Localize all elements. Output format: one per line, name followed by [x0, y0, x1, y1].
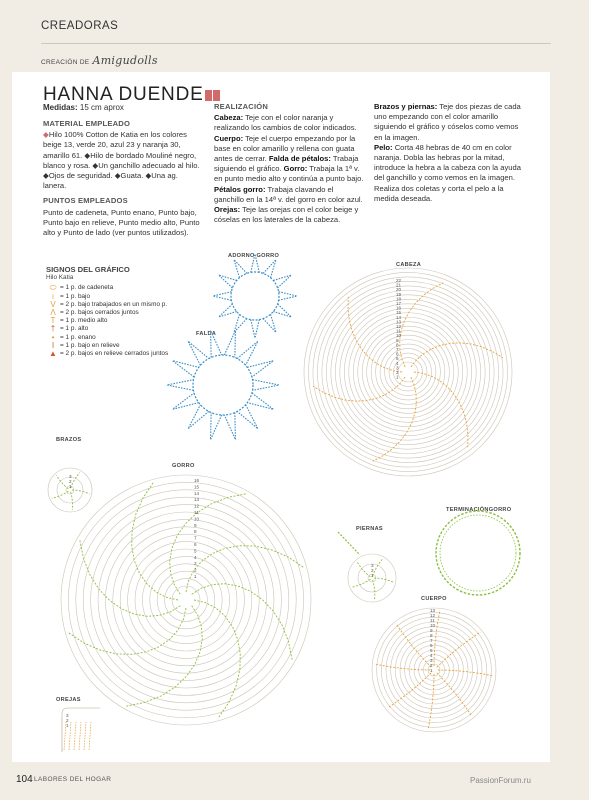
cabeza-round-number: 17 [396, 301, 402, 306]
cuerpo-round-number: 13 [430, 608, 436, 613]
adorno-gorro-petal [251, 254, 260, 272]
cuerpo-round-number: 8 [430, 633, 433, 638]
subsection-prefix: CREACIÓN DE [41, 59, 90, 66]
brazos-diagram-label: BRAZOS [56, 437, 82, 443]
cabeza-round-number: 21 [396, 282, 402, 288]
cabeza-ring [344, 305, 471, 435]
cabeza-ring [331, 295, 485, 449]
cabeza-round-number: 20 [396, 287, 402, 293]
cuerpo-spoke [428, 674, 434, 730]
stitch-symbol-icon: † [50, 324, 56, 334]
cabeza-ring [367, 328, 450, 414]
pattern-title: HANNA DUENDE [43, 84, 204, 105]
falda-petal [224, 413, 235, 440]
cabeza-ring [313, 277, 503, 467]
cabeza-round-number: 22 [396, 278, 402, 283]
gorro-ring [68, 482, 303, 717]
orejas-stitch [79, 722, 81, 750]
falda-text: Trabaja siguiendo el gráfico. [214, 154, 359, 174]
cuerpo-round-number: 5 [430, 648, 433, 653]
stitch-symbol-icon: • [51, 332, 55, 342]
gorro-ring [157, 571, 215, 629]
instructions-heading: REALIZACIÓN [214, 102, 269, 111]
cabeza-ring [322, 286, 494, 458]
orejas-stitch [69, 722, 71, 750]
cabeza-round-number: 10 [396, 333, 402, 339]
terminacion-ring [436, 511, 520, 595]
brazos-spoke [72, 490, 90, 494]
cuerpo-round-number: 7 [430, 638, 433, 643]
cabeza-round-number: 9 [396, 337, 399, 343]
stitch-symbol-icon: V [50, 299, 56, 309]
cabeza-ring [358, 322, 459, 423]
materials-text: Hilo 100% Cotton de Katia en los colores beige 13, verde 20, azul 23 y naranja 30, amarillo 61. ◆Hilo de bordado Mouliné negro, blanco y rosa. ◆Un ganchillo adecuado al hilo. ◆Ojos de seguridad. ◆Guata. ◆Una ag. lanera. [43, 130, 200, 191]
brazos-piernas-label: Brazos y piernas: [374, 102, 438, 111]
gorro-spoke [68, 608, 186, 654]
piernas-round-number: 2 [371, 568, 374, 573]
gorro-ring [150, 564, 222, 636]
cabeza-round-number: 16 [396, 305, 402, 311]
cabeza-round-number: 12 [396, 324, 402, 329]
stitch-symbol-icon: T [50, 316, 56, 326]
gorro-round-number: 9 [194, 522, 197, 528]
orejas-round-number: 3 [66, 713, 69, 718]
gorro-ring [165, 579, 208, 622]
gorro-spoke [194, 600, 240, 718]
gorro-diagram-label: GORRO [172, 463, 195, 469]
cuerpo-round-number: 2 [430, 663, 433, 668]
piernas-spoke [357, 562, 370, 577]
watermark: PassionForum.ru [470, 776, 531, 785]
cuerpo-ring [381, 617, 486, 722]
cabeza-round-number: 4 [396, 360, 399, 366]
cabeza-round-number: 18 [396, 296, 402, 302]
gorro-round-number: 5 [194, 548, 197, 554]
cuerpo-round-number: 4 [430, 653, 433, 658]
cabeza-ring [385, 349, 432, 396]
falda-petal [211, 413, 222, 440]
cuerpo-ring [414, 650, 454, 690]
adorno-gorro-petal [263, 260, 276, 278]
legend-heading: SIGNOS DEL GRÁFICO [46, 265, 130, 274]
falda-petal [224, 330, 235, 357]
piernas-spoke [373, 580, 375, 600]
legend-item-label: = 2 p. bajos en relieve cerrados juntos [60, 350, 169, 358]
piernas-diagram-label: PIERNAS [356, 526, 383, 532]
terminacion-gorro-label: TERMINACIÓNGORRO [446, 507, 512, 513]
legend-item-label: = 1 p. de cadeneta [60, 284, 114, 292]
falda-petal [237, 341, 258, 365]
cuerpo-label: Cuerpo: [214, 133, 244, 143]
stitches-text: Punto de cadeneta, Punto enano, Punto bajo, Punto bajo en relieve, Punto medio alto, Punto alto y Punto de lado (ver puntos utilizados). [43, 207, 200, 238]
falda-petal [188, 405, 209, 429]
gorro-spoke [186, 546, 304, 592]
falda-petal [167, 380, 193, 391]
gorro-spoke [132, 482, 178, 600]
orejas-stitch [89, 722, 91, 750]
adorno-gorro-petal [251, 320, 260, 338]
gorro-round-number: 16 [194, 478, 200, 483]
cuerpo-spoke [374, 664, 430, 670]
cuerpo-round-number: 6 [430, 643, 433, 648]
adorno-gorro-petal [234, 260, 247, 278]
gorro-round-number: 11 [194, 510, 199, 515]
gorro-round-number: 8 [194, 529, 197, 535]
adorno-gorro-petal [263, 314, 276, 332]
gorro-ring [61, 475, 311, 725]
gorro-ring [142, 556, 229, 643]
petalos-label: Pétalos gorro: [214, 184, 266, 194]
cabeza-label: Cabeza: [214, 113, 244, 123]
adorno-gorro-base [231, 272, 279, 320]
cuerpo-ring [386, 622, 482, 718]
cabeza-round-number: 13 [396, 319, 402, 325]
gorro-ring [135, 549, 237, 651]
cabeza-round-number: 11 [396, 328, 401, 334]
adorno-gorro-label: ADORNO GORRO [228, 253, 280, 259]
pelo-text: Corta 48 hebras de 40 cm en color naranja. Dobla las hebras por la mitad, introduce la hebra a la cabeza con la ayuda del ganchillo y como vemos en la imagen. Realiza dos coletas y corta el pelo a la medida deseada. [374, 142, 521, 203]
page-number: 104 [16, 774, 33, 785]
cuerpo-text: Teje el cuerpo empezando por la base en color amarillo y rellena con guata antes de cerrar. [214, 133, 356, 164]
piernas-stem [338, 532, 360, 555]
piernas-round-number: 1 [371, 573, 374, 578]
cabeza-round-number: 6 [396, 351, 399, 357]
piernas-spoke [374, 578, 394, 582]
legend-item-label: = 1 p. enano [60, 333, 96, 341]
falda-petal [188, 341, 209, 365]
falda-base [193, 355, 253, 415]
gorro-ring [105, 519, 266, 680]
stitches-heading: PUNTOS EMPLEADOS [43, 196, 128, 206]
publication-name: LABORES DEL HOGAR [34, 776, 112, 783]
cabeza-ring [326, 290, 489, 453]
cabeza-ring [371, 335, 445, 409]
subsection-script: Amigudolls [92, 54, 158, 67]
adorno-gorro-petal [234, 314, 247, 332]
falda-petal [247, 361, 273, 377]
gorro-round-number: 10 [194, 516, 200, 522]
bullet-icon: ◆ [43, 130, 49, 140]
falda-label: Falda de pétalos: [268, 154, 331, 164]
stitch-symbol-icon: ⬭ [49, 283, 57, 293]
orejas-stitch [84, 722, 86, 750]
legend-item-label: = 2 p. bajos cerrados juntos [60, 309, 139, 317]
stitch-symbol-icon: ı [51, 291, 55, 301]
piernas-round-number: 3 [371, 563, 374, 568]
cabeza-ring [380, 344, 436, 400]
gorro-text: Trabaja la 1ª v. en punto medio alto y continúa a punto bajo. [214, 164, 364, 184]
legend-subheading: Hilo Katia [46, 274, 74, 282]
adorno-gorro-petal [279, 292, 297, 301]
cabeza-round-number: 7 [396, 347, 399, 352]
orejas-round-number: 2 [66, 718, 69, 723]
brazos-round-number: 1 [69, 484, 72, 489]
cabeza-round-number: 3 [396, 365, 399, 371]
gorro-round-number: 12 [194, 503, 200, 509]
cabeza-diagram-label: CABEZA [396, 262, 422, 268]
cabeza-ring [376, 337, 441, 405]
gorro-ring [83, 497, 289, 703]
cuerpo-ring [395, 631, 472, 708]
falda-petal [253, 380, 279, 391]
cabeza-ring [308, 272, 507, 471]
cuerpo-round-number: 10 [430, 623, 436, 628]
gorro-ring [91, 505, 282, 696]
cuerpo-ring [405, 641, 464, 700]
gorro-round-number: 1 [194, 574, 197, 579]
adorno-gorro-petal [219, 304, 237, 317]
legend-item-label: = 1 p. alto [60, 325, 89, 333]
cuerpo-spoke [438, 670, 494, 676]
piernas-spoke [352, 579, 370, 587]
brazos-round-number: 3 [69, 474, 72, 479]
cabeza-round-number: 19 [396, 291, 402, 297]
falda-petal [237, 405, 258, 429]
falda-petal [211, 330, 222, 357]
gorro-round-number: 3 [194, 561, 197, 567]
adorno-gorro-petal [213, 292, 231, 301]
cabeza-round-number: 5 [396, 356, 399, 362]
falda-petal [173, 361, 199, 377]
cabeza-round-number: 14 [396, 314, 402, 320]
terminacion-inner [440, 515, 516, 591]
adorno-gorro-petal [273, 304, 291, 317]
cabeza-round-number: 1 [396, 374, 399, 380]
cuerpo-round-number: 9 [430, 628, 433, 633]
legend-item-label: = 2 p. bajo trabajados en un mismo p. [60, 300, 168, 308]
cabeza-ring [389, 353, 427, 391]
measures-value: 15 cm aprox [79, 103, 124, 112]
gorro-label: Gorro: [283, 164, 308, 174]
gorro-round-number: 7 [194, 535, 197, 541]
gorro-round-number: 4 [194, 554, 197, 560]
cuerpo-spoke [434, 610, 440, 666]
pelo-label: Pelo: [374, 142, 393, 152]
cuerpo-ring [377, 613, 492, 728]
gorro-round-number: 2 [194, 567, 197, 573]
cabeza-ring [353, 314, 463, 427]
stitch-symbol-icon: ▲ [49, 349, 57, 359]
falda-petal [173, 393, 199, 409]
gorro-round-number: 14 [194, 490, 200, 496]
cuerpo-round-number: 11 [430, 618, 435, 623]
cabeza-round-number: 15 [396, 310, 402, 316]
cuerpo-diagram-label: CUERPO [421, 596, 447, 602]
cabeza-ring [335, 299, 480, 444]
orejas-text: Teje las orejas con el color beige y cóselas en los laterales de la cabeza. [214, 205, 359, 225]
gorro-ring [120, 534, 252, 666]
stitch-symbol-icon: ǀ [51, 340, 55, 350]
gorro-round-number: 13 [194, 497, 200, 503]
cabeza-ring [340, 304, 476, 440]
cuerpo-round-number: 1 [430, 668, 433, 673]
brazos-piernas-text: Teje dos piezas de cada uno empezando con el color amarillo siguiendo el gráfico y cóselos como vemos en la imagen. [374, 102, 521, 142]
piernas-ring [348, 554, 396, 602]
legend-item-label: = 1 p. medio alto [60, 317, 108, 325]
brazos-spoke [52, 491, 69, 498]
adorno-gorro-petal [273, 275, 291, 288]
cabeza-ring [362, 326, 454, 418]
orejas-stitch [74, 722, 76, 750]
adorno-gorro-petal [219, 275, 237, 288]
falda-diagram-label: FALDA [196, 331, 217, 337]
gorro-round-number: 6 [194, 542, 197, 547]
cabeza-ring [317, 281, 498, 462]
gorro-round-number: 15 [194, 484, 200, 490]
measures-label: Medidas: [43, 103, 78, 112]
legend-item-label: = 1 p. bajo [60, 292, 91, 300]
orejas-label: Orejas: [214, 205, 241, 215]
cuerpo-ring [400, 636, 468, 704]
orejas-round-number: 1 [66, 723, 69, 728]
orejas-diagram-label: OREJAS [56, 697, 81, 703]
cuerpo-round-number: 3 [430, 658, 433, 663]
legend-item-label: = 1 p. bajo en relieve [60, 341, 120, 349]
cabeza-text: Teje con el color naranja y realizando los cambios de color indicados. [214, 113, 357, 133]
brazos-round-number: 2 [69, 479, 72, 484]
materials-heading: MATERIAL EMPLEADO [43, 119, 131, 128]
cabeza-round-number: 2 [396, 370, 399, 375]
gorro-ring [98, 512, 274, 688]
cabeza-round-number: 8 [396, 342, 399, 348]
brazos-spoke [71, 492, 73, 510]
cuerpo-round-number: 12 [430, 613, 436, 618]
section-label: CREADORAS [41, 20, 119, 32]
petalos-text: Trabaja clavando el ganchillo en la 14ª v. del gorro en color azul. [214, 184, 363, 204]
cuerpo-ring [423, 659, 444, 680]
gorro-ring [128, 542, 245, 659]
stitch-symbol-icon: Λ [50, 308, 56, 318]
cuerpo-ring [409, 645, 458, 694]
cuerpo-ring [391, 627, 478, 714]
